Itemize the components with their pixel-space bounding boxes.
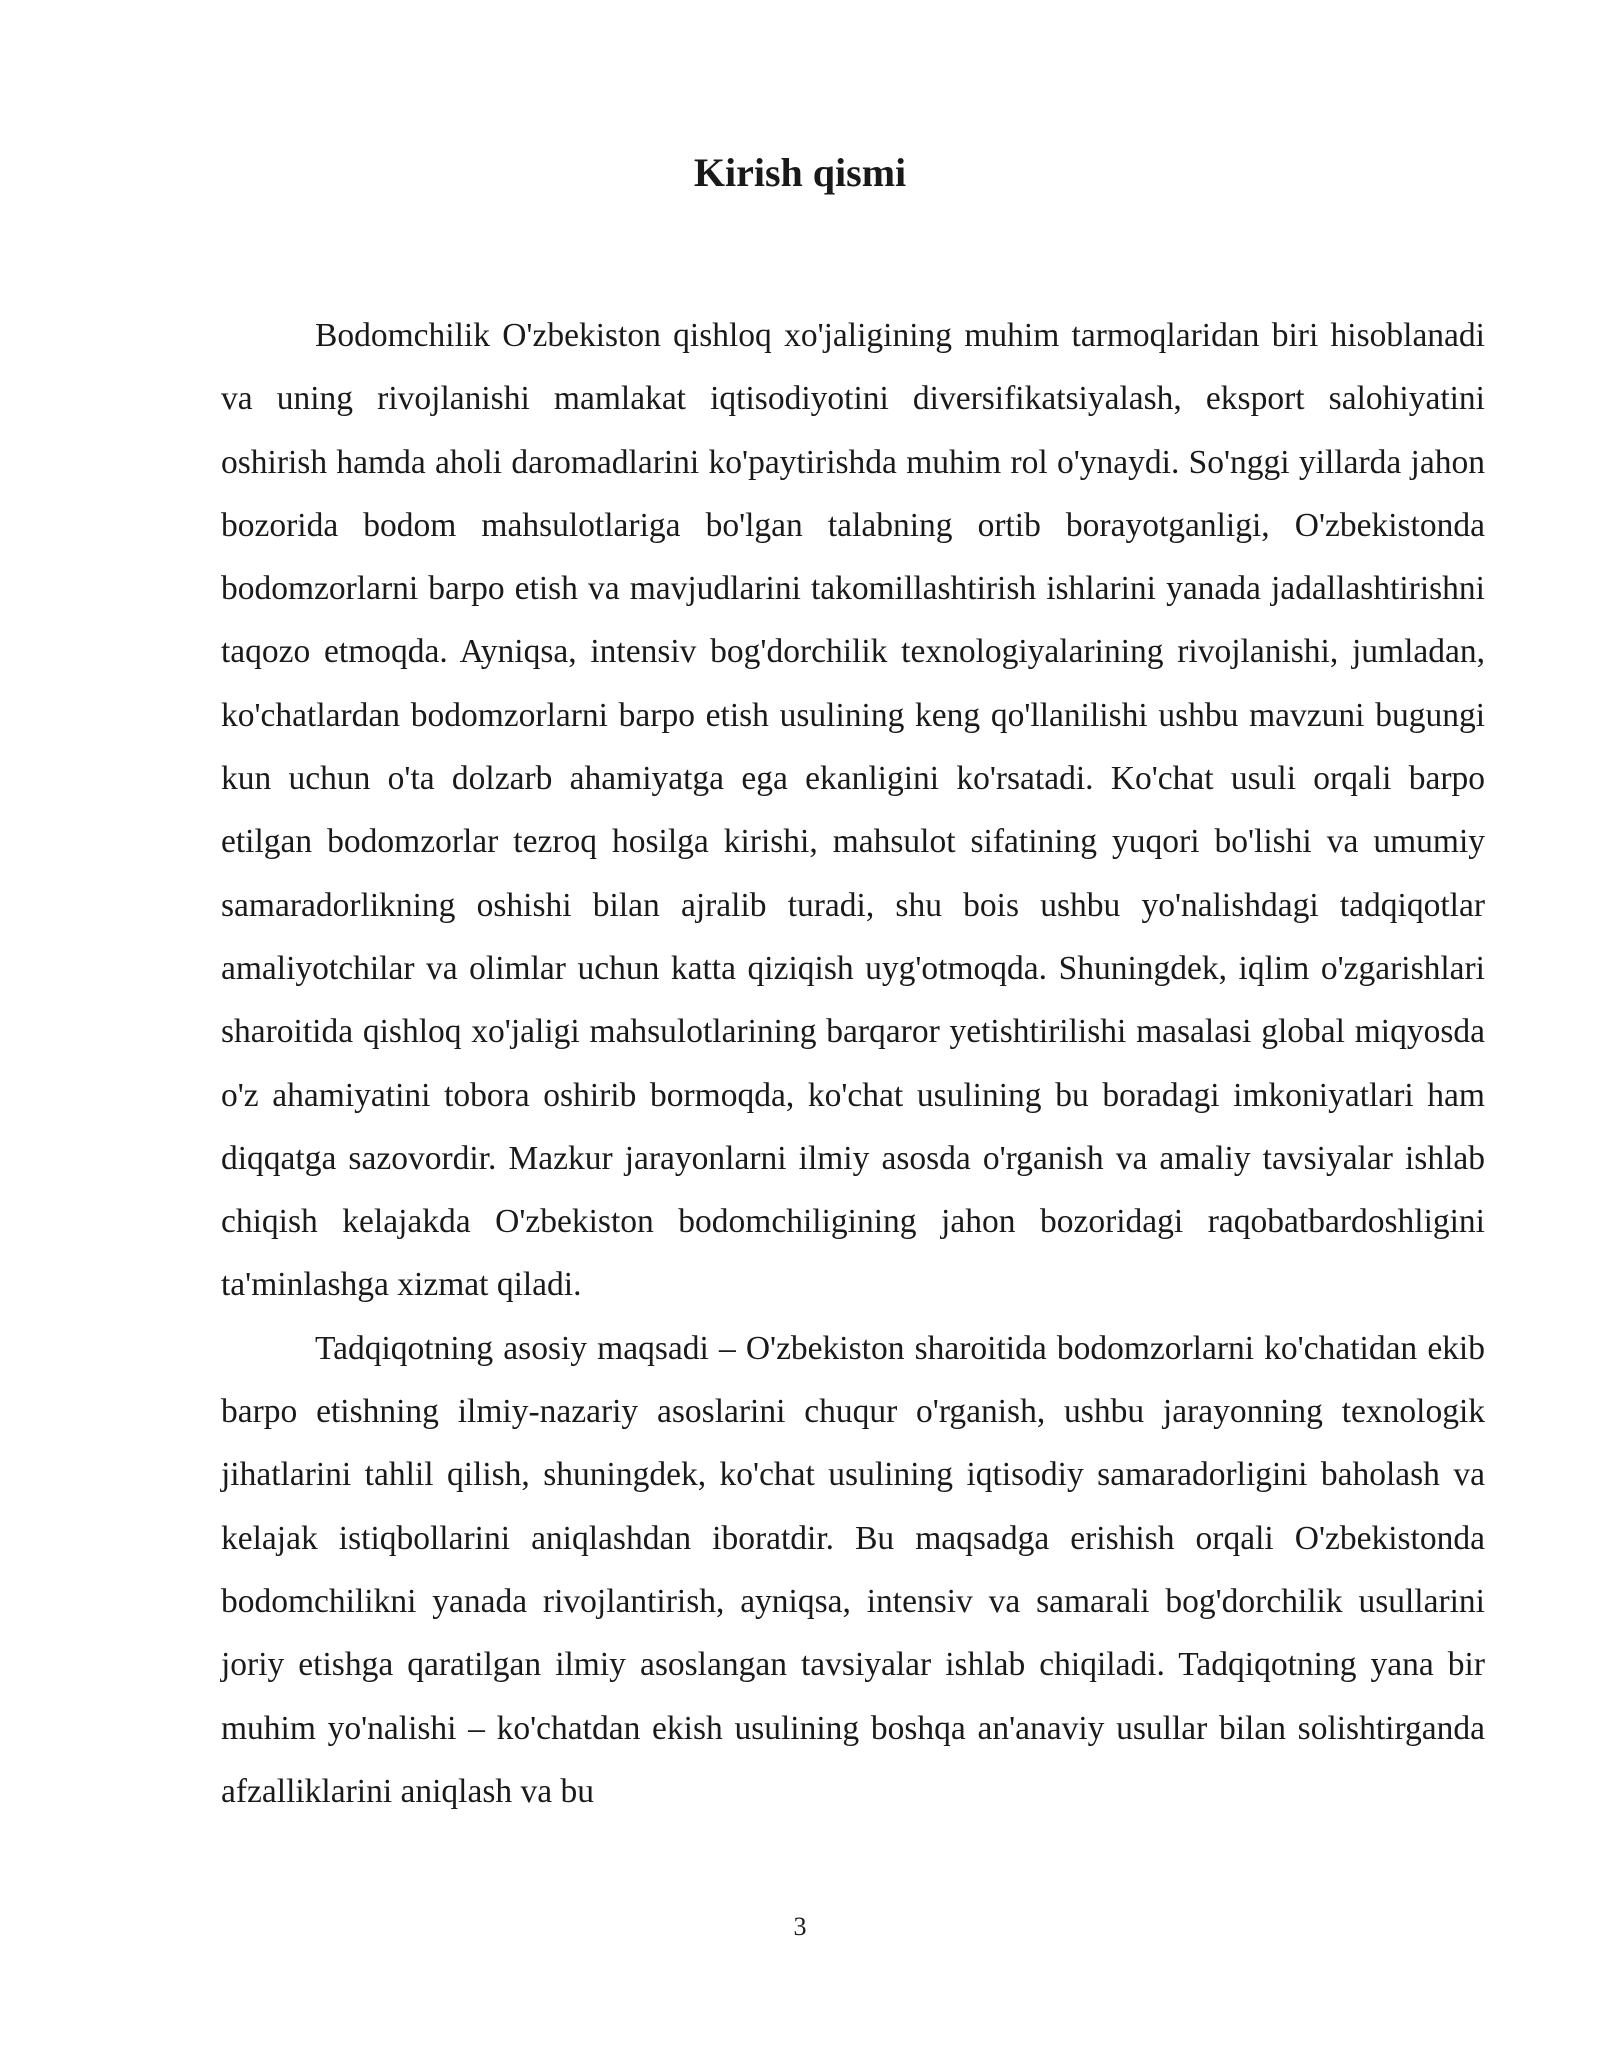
body-text — [221, 304, 1485, 1823]
page-number: 3 — [793, 1912, 807, 1941]
paragraph-intro: Bodomchilik O'zbekiston qishloq xo'jaligining muhim tarmoqlaridan biri hisoblanadi va uning rivojlanishi mamlakat iqtisodiyotini diversifikatsiyalash, eksport salohiyatini oshirish hamda aholi daromadlarini ko'paytirishda muhim rol o'ynaydi. So'nggi yillarda jahon bozorida bodom mahsulotlariga bo'lgan talabning ortib borayotganligi, O'zbekistonda bodomzorlarni barpo etish va mavjudlarini takomillashtirish ishlarini yanada jadallashtirishni taqozo etmoqda. Ayniqsa, intensiv bog'dorchilik texnologiyalarining rivojlanishi, jumladan, ko'chatlardan bodomzorlarni barpo etish usulining keng qo'llanilishi ushbu mavzuni bugungi kun uchun o'ta dolzarb ahamiyatga ega ekanligini ko'rsatadi. Ko'chat usuli orqali barpo etilgan bodomzorlar tezroq hosilga kirishi, mahsulot sifatining yuqori bo'lishi va umumiy samaradorlikning oshishi bilan ajralib turadi, shu bois ushbu yo'nalishdagi tadqiqotlar amaliyotchilar va olimlar uchun katta qiziqish uyg'otmoqda. Shuningdek, iqlim o'zgarishlari sharoitida qishloq xo'jaligi mahsulotlarining barqaror yetishtirilishi masalasi global miqyosda o'z ahamiyatini tobora oshirib bormoqda, ko'chat usulining bu boradagi imkoniyatlari ham diqqatga sazovordir. Mazkur jarayonlarni ilmiy asosda o'rganish va amaliy tavsiyalar ishlab chiqish kelajakda O'zbekiston bodomchiligining jahon bozoridagi raqobatbardoshligini ta'minlashga xizmat qiladi. — [221, 317, 1485, 1304]
paragraph-research-goal: Tadqiqotning asosiy maqsadi – O'zbekiston sharoitida bodomzorlarni ko'chatidan ekib barpo etishning ilmiy-nazariy asoslarini chuqur o'rganish, ushbu jarayonning texnologik jihatlarini tahlil qilish, shuningdek, ko'chat usulining iqtisodiy samaradorligini baholash va kelajak istiqbollarini aniqlashdan iboratdir. Bu maqsadga erishish orqali O'zbekistonda bodomchilikni yanada rivojlantirish, ayniqsa, intensiv va samarali bog'dorchilik usullarini joriy etishga qaratilgan ilmiy asoslangan tavsiyalar ishlab chiqiladi. Tadqiqotning yana bir muhim yo'nalishi – ko'chatdan ekish usulining boshqa an'anaviy usullar bilan solishtirganda afzalliklarini aniqlash va bu — [221, 1329, 1485, 1810]
page-title: Kirish qismi — [693, 150, 907, 195]
